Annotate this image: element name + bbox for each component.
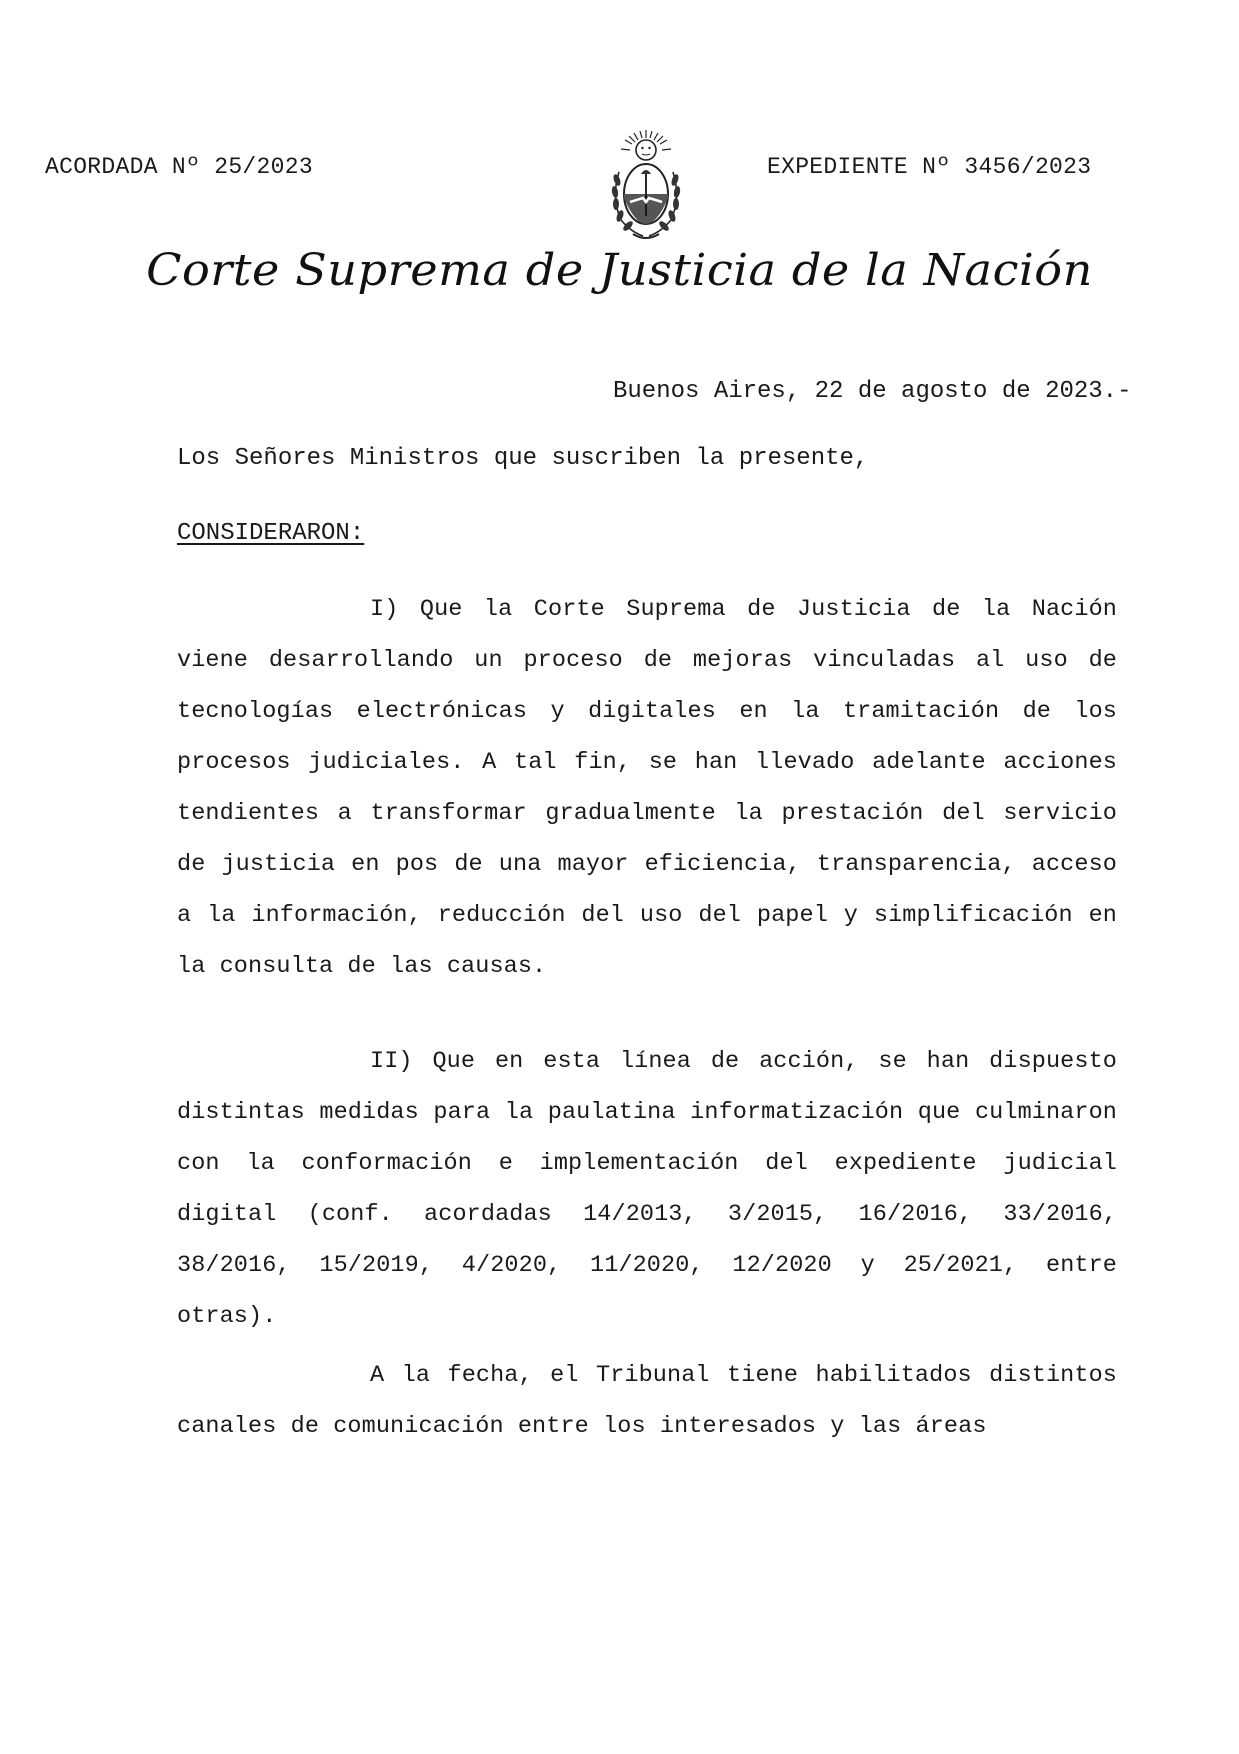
court-name: Corte Suprema de Justicia de la Nación xyxy=(146,245,1093,296)
salutation: Los Señores Ministros que suscriben la presente, xyxy=(177,445,869,472)
considered-heading: CONSIDERARON: xyxy=(177,520,365,547)
argentine-coat-of-arms-icon xyxy=(605,128,687,244)
paragraph-3: A la fecha, el Tribunal tiene habilitados distintos canales de comunicación entre los interesados y las áreas xyxy=(177,1362,1117,1440)
paragraph-1: I) Que la Corte Suprema de Justicia de la Nación viene desarrollando un proceso de mejoras vinculadas al uso de tecnologías electrónicas y digitales en la tramitación de los procesos judiciales. A tal fin, se han llevado adelante acciones tendientes a transformar gradualmente la prestación del servicio de justicia en pos de una mayor eficiencia, transparencia, acceso a la información, reducción del uso del papel y simplificación en la consulta de las causas. xyxy=(177,596,1117,980)
date-line: Buenos Aires, 22 de agosto de 2023.- xyxy=(613,378,1132,405)
expediente-number: EXPEDIENTE Nº 3456/2023 xyxy=(767,154,1092,180)
paragraph-2: II) Que en esta línea de acción, se han dispuesto distintas medidas para la paulatina informatización que culminaron con la conformación e implementación del expediente judicial digital (conf. acordadas 14/2013, 3/2015, 16/2016, 33/2016, 38/2016, 15/2019, 4/2020, 11/2020, 12/2020 y 25/2021, entre otras). xyxy=(177,1048,1117,1330)
acordada-number: ACORDADA Nº 25/2023 xyxy=(45,154,313,180)
